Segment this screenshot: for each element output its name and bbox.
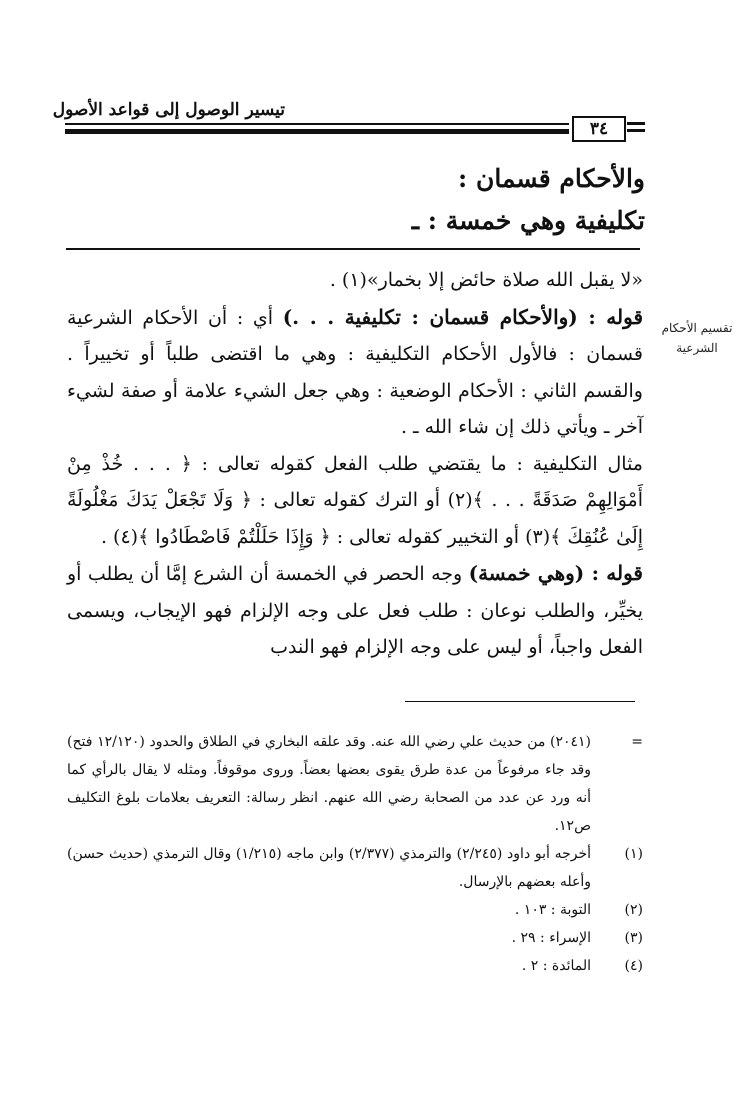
matn-line-2: تكليفية وهي خمسة : ـ: [411, 206, 645, 235]
footnote-text: أخرجه أبو داود (٢/٢٤٥) والترمذي (٢/٣٧٧) وابن ماجه (١/٢١٥) وقال الترمذي (حديث حسن) وأعله بعضهم بالإرسال.: [67, 846, 592, 890]
commentary-lead-4: قوله : (وهي خمسة): [468, 561, 643, 585]
footnote-1: [67, 840, 643, 896]
footnote-mark: =: [631, 734, 643, 750]
matn-text: [85, 158, 645, 242]
footnote-text: الإسراء : ٢٩ .: [511, 930, 591, 946]
footnote-2: [67, 896, 643, 924]
footnote-3: [67, 924, 643, 952]
commentary-paragraph-3: مثال التكليفية : ما يقتضي طلب الفعل كقوله تعالى : ﴿ . . . خُذْ مِنْ أَمْوَالِهِمْ صَدَقَةً . . . ﴾(٢) أو الترك كقوله تعالى : ﴿ وَلَا تَجْعَلْ يَدَكَ مَغْلُولَةً إِلَىٰ عُنُقِكَ ﴾(٣) أو التخيير كقوله تعالى : ﴿ وَإِذَا حَلَلْتُمْ فَاصْطَادُوا ﴾(٤) .: [67, 452, 644, 548]
header-rule-thin: [65, 123, 569, 125]
footnote-divider: [405, 701, 635, 702]
header-dash-bottom: [627, 129, 645, 132]
commentary-paragraph-1: «لا يقبل الله صلاة حائض إلا بخمار»(١) .: [329, 269, 643, 291]
matn-line-1: والأحكام قسمان :: [458, 164, 645, 193]
header-dash-top: [627, 122, 645, 125]
footnotes: [67, 728, 643, 980]
page-number: ٣٤: [572, 116, 626, 142]
commentary-paragraph-2: [67, 299, 643, 446]
running-title: تيسير الوصول إلى قواعد الأصول: [52, 100, 285, 120]
commentary-text-4: وجه الحصر في الخمسة أن الشرع إمَّا أن يطلب أو يخيِّر، والطلب نوعان : طلب فعل على وجه الإلزام فهو الإيجاب، ويسمى الفعل واجباً، أو ليس على وجه الإلزام فهو الندب: [67, 563, 643, 658]
matn-divider: [66, 248, 640, 250]
footnote-text: التوبة : ١٠٣ .: [514, 902, 591, 918]
margin-note: تقسيم الأحكام الشرعية: [661, 321, 733, 355]
commentary-lead-2: قوله : (والأحكام قسمان : تكليفية . . .): [282, 304, 643, 329]
header-rule-thick: [65, 129, 569, 134]
footnote-mark: (٢): [624, 902, 643, 918]
footnote-mark: (٣): [624, 930, 643, 946]
footnote-mark: (٤): [624, 958, 643, 974]
footnote-continued: [67, 728, 643, 840]
commentary-body: [67, 262, 643, 666]
footnote-4: [67, 952, 643, 980]
footnote-mark: (١): [624, 846, 643, 862]
commentary-text-2: أي : أن الأحكام الشرعية قسمان : فالأول الأحكام التكليفية : وهي ما اقتضى طلباً أو تخييراً . والقسم الثاني : الأحكام الوضعية : وهي جعل الشيء علامة أو صفة لشيء آخر ـ ويأتي ذلك إن شاء الله ـ .: [67, 306, 643, 438]
footnote-text: (٢٠٤١) من حديث علي رضي الله عنه. وقد علقه البخاري في الطلاق والحدود (١٢/١٢٠ فتح) وقد جاء مرفوعاً من عدة طرق يقوى بعضها بعضاً. وروى موقوفاً. ومثله لا يقال بالرأي كما أنه ورد عن عدد من الصحابة رضي الله عنهم. انظر رسالة: التعريف بعلامات بلوغ التكليف ص١٢.: [67, 734, 591, 834]
commentary-paragraph-4: [67, 555, 643, 666]
footnote-text: المائدة : ٢ .: [521, 958, 591, 974]
